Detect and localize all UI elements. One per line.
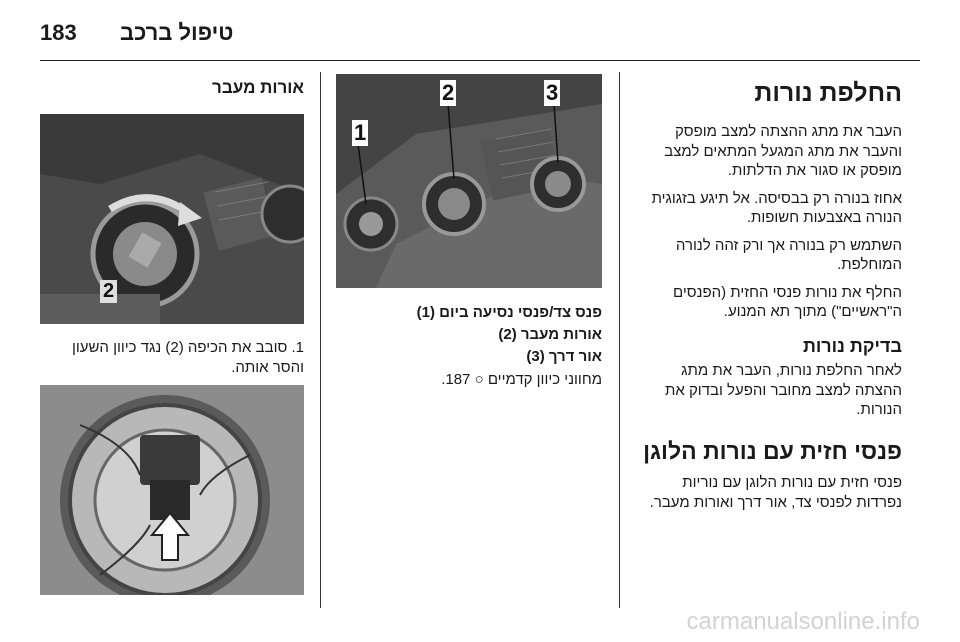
section-title-halogen: פנסי חזית עם נורות הלוגן <box>643 437 902 464</box>
column-divider-left <box>320 72 321 608</box>
callout-3: 3 <box>546 80 559 105</box>
left-column <box>40 74 304 595</box>
paragraph: העבר את מתג ההצתה למצב מופסק והעבר את מתג המגעל המתאים למצב מופסק או סגור את הדלתות. <box>664 123 902 179</box>
legend-item-1: פנס צד/פנסי נסיעה ביום (1) <box>416 304 602 321</box>
column-divider-right <box>619 72 620 608</box>
legend-item-3: אור דרך (3) <box>526 348 602 365</box>
legend-item-2: אורות מעבר (2) <box>498 326 602 343</box>
callout-2: 2 <box>442 80 455 105</box>
arrow-reference-icon: ○ <box>474 371 484 388</box>
right-column <box>636 74 902 520</box>
subsection-title-bulb-check: בדיקת נורות <box>802 335 902 356</box>
cross-reference <box>336 370 602 390</box>
paragraph: החלף את נורות פנסי החזית (הפנסים ה"ראשיים") מתוך תא המנוע. <box>673 283 902 320</box>
low-beam-bulb-photo <box>40 385 304 595</box>
section-title-bulb-replacement: החלפת נורות <box>754 79 902 107</box>
cross-reference-page: 187. <box>441 371 471 388</box>
headlamp-rear-photo <box>336 74 602 288</box>
callout-1: 1 <box>354 120 367 145</box>
section-title-low-beam: אורות מעבר <box>212 78 304 97</box>
paragraph: פנסי חזית עם נורות הלוגן עם נוריות נפרדות לפנסי צד, אור דרך ואורות מעבר. <box>649 474 902 511</box>
paragraph: לאחר החלפת נורות, העבר את מתג ההצתה למצב מחובר והפעל ובדוק את הנורות. <box>665 362 902 419</box>
chapter-title: טיפול ברכב <box>120 20 234 45</box>
cross-reference-text: מחווני כיוון קדמיים <box>487 371 602 388</box>
page-number: 183 <box>40 20 77 45</box>
paragraph: השתמש רק בנורה אך ורק זהה לנורה המוחלפת. <box>675 236 902 273</box>
paragraph: אחוז בנורה רק בבסיסה. אל תיגע בזגוגית הנורה באצבעות חשופות. <box>651 189 902 226</box>
watermark: carmanualsonline.info <box>686 608 920 635</box>
middle-column <box>336 74 602 390</box>
step-1: 1. סובב את הכיפה (2) נגד כיוון השעון והסר אותה. <box>71 339 304 376</box>
page-header <box>40 0 920 61</box>
low-beam-cap-photo <box>40 114 304 324</box>
callout-2: 2 <box>100 280 117 303</box>
